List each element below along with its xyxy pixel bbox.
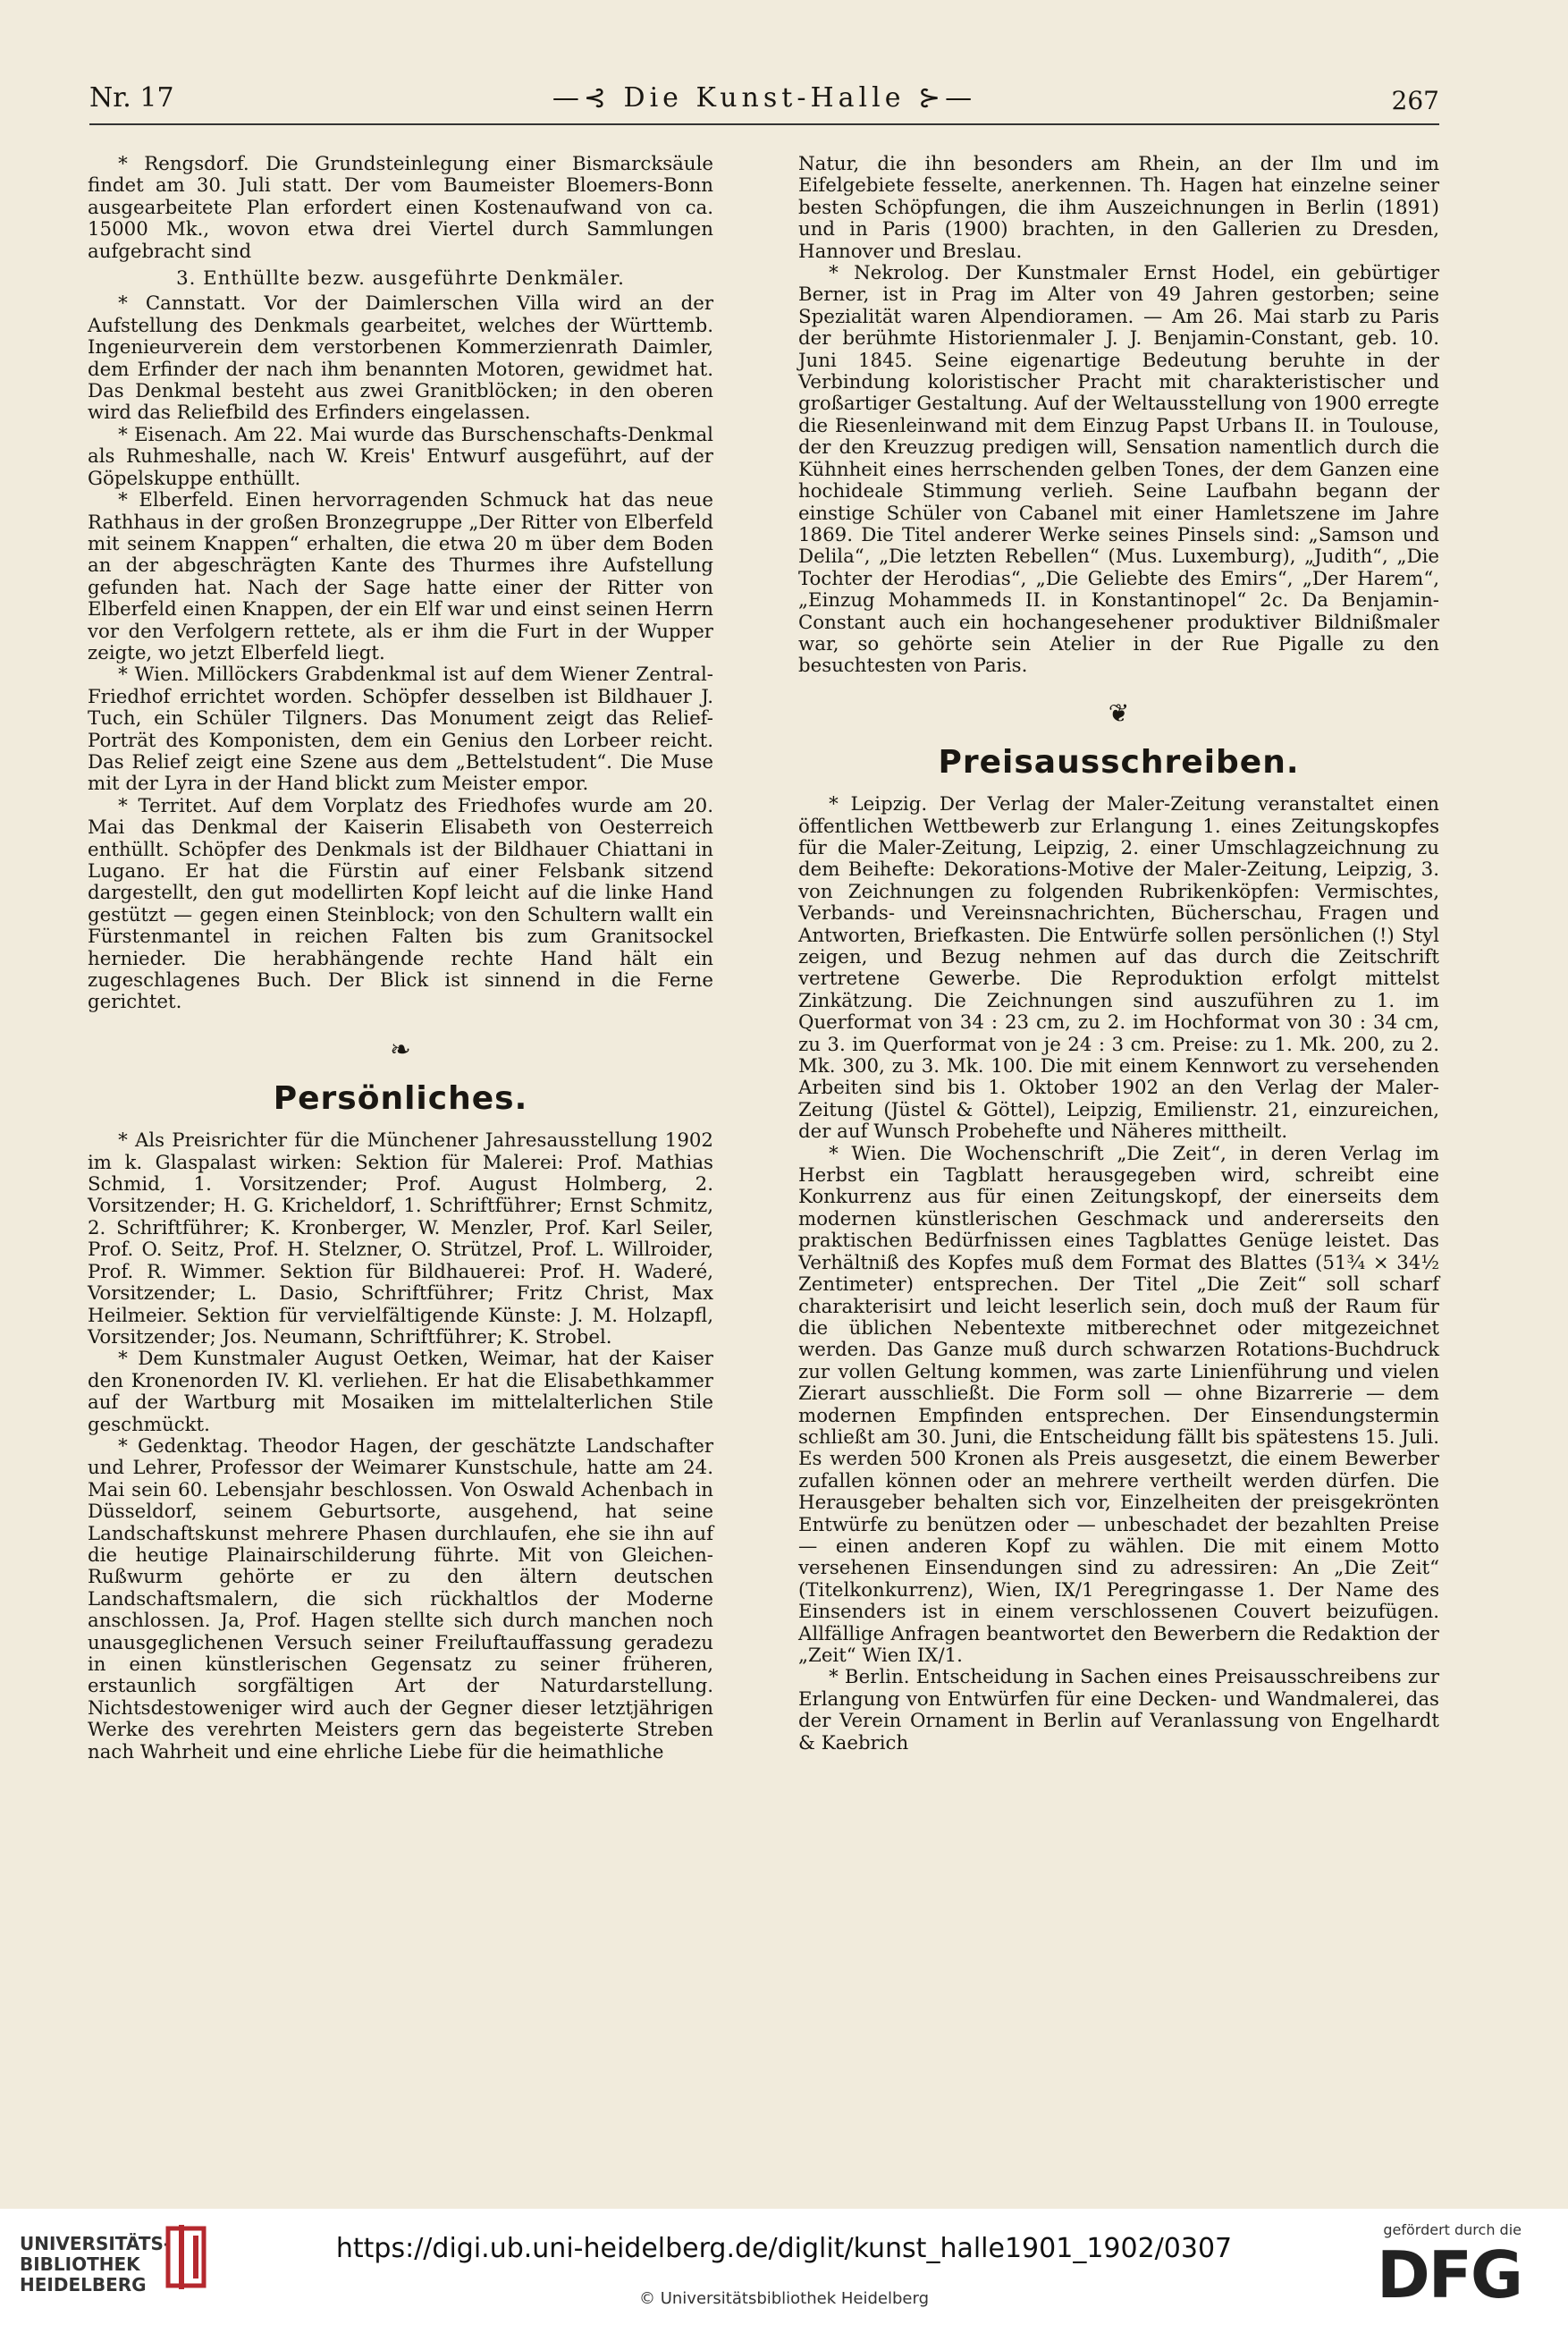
library-logo-text: UNIVERSITÄTS- BIBLIOTHEK HEIDELBERG — [20, 2233, 172, 2295]
paragraph: * Elberfeld. Einen hervorragenden Schmuck hat das neue Rathhaus in der großen Bronzegruppe „Der Ritter von Elberfeld mit seinem Knappen“ erhalten, die etwa 20 m über dem Boden an der abgeschrägten Kante des Thurmes ihre Aufstellung gefunden hat. Nach der Sage hatte einer der Ritter von Elberfeld einen Knappen, der ein Elf war und einst seinen Herrn vor den Verfolgern rettete, als er ihm die Furt in der Wupper zeigte, wo jetzt Elberfeld liegt. — [88, 489, 713, 664]
paragraph: * Wien. Die Wochenschrift „Die Zeit“, in deren Verlag im Herbst ein Tagblatt herausgegeben wird, schreibt eine Konkurrenz aus für einen Zeitungskopf, der einerseits dem modernen künstlerischen Geschmack und andererseits den praktischen Bedürfnissen eines Tagblattes Genüge leistet. Das Verhältniß des Kopfes muß dem Format des Blattes (51¾ × 34½ Zentimeter) entsprechen. Der Titel „Die Zeit“ soll scharf charakterisirt und leicht leserlich sein, doch muß der Raum für die üblichen Nebentexte mitberechnet oder mitgezeichnet werden. Das Ganze muß durch schwarzen Rotations-Buchdruck zur vollen Geltung kommen, was zarte Linienführung und vielen Zierart ausschließt. Die Form soll — ohne Bizarrerie — dem modernen Empfinden entsprechen. Der Einsendungstermin schließt am 30. Juni, die Entscheidung fällt bis spätestens 15. Juli. Es werden 500 Kronen als Preis ausgesetzt, die einem Bewerber zufallen können oder an mehrere vertheilt werden dürfen. Die Herausgeber behalten sich vor, Einzelheiten der preisgekrönten Entwürfe zu benützen oder — unbeschadet der bezahlten Preise — einen anderen Kopf zu wählen. Die mit einem Motto versehenen Einsendungen sind zu adressiren: An „Die Zeit“ (Titelkonkurrenz), Wien, IX/1 Peregringasse 1. Der Name des Einsenders ist in einem verschlossenen Couvert beizufügen. Allfällige Anfragen beantwortet den Bewerbern die Redaktion der „Zeit“ Wien IX/1. — [798, 1142, 1439, 1667]
header-rule — [89, 123, 1439, 125]
ornament-icon: ❧ — [390, 1034, 411, 1064]
paragraph: * Rengsdorf. Die Grundsteinlegung einer Bismarcksäule findet am 30. Juli statt. Der vom Baumeister Bloemers-Bonn ausgearbeitete Plan erfordert einen Kostenaufwand von ca. 15000 Mk., wovon etwa drei Viertel durch Sammlungen aufgebracht sind — [88, 153, 713, 263]
paragraph: * Territet. Auf dem Vorplatz des Friedhofes wurde am 20. Mai das Denkmal der Kaiserin Elisabeth von Oesterreich enthüllt. Schöpfer des Denkmals ist der Bildhauer Chiattani in Lugano. Er hat die Fürstin auf einer Felsbank sitzend dargestellt, den gut modellirten Kopf leicht auf die linke Hand gestützt — gegen einen Steinblock; von den Schultern wallt ein Fürstenmantel in reichen Falten bis zum Granitsockel hernieder. Die herabhängende rechte Hand hält ein zugeschlagenes Buch. Der Blick ist sinnend in die Ferne gerichtet. — [88, 794, 713, 1014]
paragraph: * Berlin. Entscheidung in Sachen eines Preisausschreibens zur Erlangung von Entwürfen für eine Decken- und Wandmalerei, das der Verein Ornament in Berlin auf Veranlassung von Engelhardt & Kaebrich — [798, 1666, 1439, 1754]
paragraph: * Nekrolog. Der Kunstmaler Ernst Hodel, ein gebürtiger Berner, ist in Prag im Alter von 49 Jahren gestorben; seine Spezialität waren Alpendioramen. — Am 26. Mai starb zu Paris der berühmte Historienmaler J. J. Benjamin-Constant, geb. 10. Juni 1845. Seine eigenartige Bedeutung beruhte in der Verbindung koloristischer Pracht mit charakteristischer und großartiger Gestaltung. Auf der Weltausstellung von 1900 erregte die Riesenleinwand mit dem Einzug Papst Urbans II. in Toulouse, der den Kreuzzug predigen will, Sensation namentlich durch die Kühnheit eines herrschenden gelben Tones, der dem Ganzen eine hochideale Stimmung verlieh. Seine Laufbahn begann der einstige Schüler von Cabanel mit einer Hamletszene im Jahre 1869. Die Titel anderer Werke seines Pinsels sind: „Samson und Delila“, „Die letzten Rebellen“ (Mus. Luxemburg), „Judith“, „Die Tochter der Herodias“, „Die Geliebte des Emirs“, „Der Harem“, „Einzug Mohammeds II. in Konstantinopel“ 2c. Da Benjamin-Constant auch ein hochangesehener produktiver Bildnißmaler war, so gehörte sein Atelier in der Rue Pigalle zu den besuchtesten von Paris. — [798, 262, 1439, 678]
copyright-notice: © Universitätsbibliothek Heidelberg — [638, 2289, 929, 2308]
page-header — [89, 82, 1439, 118]
paragraph: * Dem Kunstmaler August Oetken, Weimar, hat der Kaiser den Kronenorden IV. Kl. verliehen. Er hat die Elisabethkammer auf der Wartburg mit Mosaiken im mittelalterlichen Stile geschmückt. — [88, 1348, 713, 1436]
right-column — [798, 154, 1439, 1754]
page-permalink[interactable]: https://digi.ub.uni-heidelberg.de/diglit/kunst_halle1901_1902/0307 — [335, 2233, 1233, 2264]
section-heading: Persönliches. — [273, 1080, 528, 1118]
paragraph: * Als Preisrichter für die Münchener Jahresausstellung 1902 im k. Glaspalast wirken: Sektion für Malerei: Prof. Mathias Schmid, 1. Vorsitzender; Prof. August Holmberg, 2. Vorsitzender; H. G. Kricheldorf, 1. Schriftführer; Ernst Schmitz, 2. Schriftführer; K. Kronberger, W. Menzler, Prof. Karl Seiler, Prof. O. Seitz, Prof. H. Stelzner, O. Strützel, Prof. L. Willroider, Prof. R. Wimmer. Sektion für Bildhauerei: Prof. H. Waderé, Vorsitzender; L. Dasio, Schriftführer; Fritz Christ, Max Heilmeier. Sektion für vervielfältigende Künste: J. M. Holzapfl, Vorsitzender; Jos. Neumann, Schriftführer; K. Strobel. — [88, 1129, 713, 1348]
paragraph: * Cannstatt. Vor der Daimlerschen Villa wird an der Aufstellung des Denkmals gearbeitet, welches der Württemb. Ingenieurverein dem verstorbenen Kommerzienrath Daimler, dem Erfinder der nach ihm benannten Motoren, gewidmet hat. Das Denkmal besteht aus zwei Granitblöcken; in den oberen wird das Reliefbild des Erfinders eingelassen. — [88, 292, 713, 425]
paragraph: * Wien. Millöckers Grabdenkmal ist auf dem Wiener Zentral-Friedhof errichtet worden. Schöpfer desselben ist Bildhauer J. Tuch, ein Schüler Tilgners. Das Monument zeigt das Relief-Porträt des Komponisten, dem ein Genius den Lorbeer reicht. Das Relief zeigt eine Szene aus dem „Bettelstudent“. Die Muse mit der Lyra in der Hand blickt zum Meister empor. — [88, 664, 713, 796]
funding-label: gefördert durch die — [1383, 2221, 1522, 2238]
subheading: 3. Enthüllte bezw. ausgeführte Denkmäler. — [176, 267, 625, 291]
paragraph: * Gedenktag. Theodor Hagen, der geschätzte Landschafter und Lehrer, Professor der Weimarer Kunstschule, hatte am 24. Mai sein 60. Lebensjahr beschlossen. Von Oswald Achenbach in Düsseldorf, seinem Geburtsorte, ausgehend, hat seine Landschaftskunst mehrere Phasen durchlaufen, ehe sie ihn auf die heutige Plainairschilderung führte. Mit von Gleichen-Rußwurm gehörte er zu den ältern deutschen Landschaftsmalern, die sich rückhaltlos der Moderne anschlossen. Ja, Prof. Hagen stellte sich durch manchen noch unausgeglichenen Versuch seiner Freiluftauffassung geradezu in einen künstlerischen Gegensatz zu seiner früheren, erstaunlich sorgfältigen Art der Naturdarstellung. Nichtsdestoweniger wird auch der Gegner dieser letztjährigen Werke des verehrten Meisters gern das begeisterte Streben nach Wahrheit und eine ehrliche Liebe für die heimathliche — [88, 1434, 713, 1763]
paragraph: * Eisenach. Am 22. Mai wurde das Burschenschafts-Denkmal als Ruhmeshalle, nach W. Kreis' Entwurf ausgeführt, auf der Göpelskuppe enthüllt. — [88, 423, 713, 490]
section-heading: Preisausschreiben. — [938, 744, 1300, 782]
dfg-logo: DFG — [1376, 2237, 1522, 2312]
ornament-icon: ❦ — [1108, 698, 1130, 728]
journal-title: —⊰ Die Kunst-Halle ⊱— — [552, 82, 977, 114]
paragraph: Natur, die ihn besonders am Rhein, an der Ilm und im Eifelgebiete fesselte, anerkennen. Th. Hagen hat einzelne seiner besten Schöpfungen, die ihm Auszeichnungen in Berlin (1891) und in Paris (1900) brachten, in den Gallerien zu Dresden, Hannover und Breslau. — [798, 153, 1439, 263]
issue-number: Nr. 17 — [89, 82, 174, 114]
page-number: 267 — [1391, 86, 1439, 115]
paragraph: * Leipzig. Der Verlag der Maler-Zeitung veranstaltet einen öffentlichen Wettbewerb zur Erlangung 1. eines Zeitungskopfes für die Maler-Zeitung, Leipzig, 2. einer Umschlagzeichnung zu dem Beihefte: Dekorations-Motive der Maler-Zeitung, Leipzig, 3. von Zeichnungen zu folgenden Rubrikenköpfen: Vermischtes, Verbands- und Vereinsnachrichten, Bücherschau, Fragen und Antworten, Briefkasten. Die Entwürfe sollen persönlichen (!) Styl zeigen, und Bezug nehmen auf das durch die Zeitschrift vertretene Gewerbe. Die Reproduktion erfolgt mittelst Zinkätzung. Die Zeichnungen sind auszuführen zu 1. im Querformat von 34 : 23 cm, zu 2. im Hochformat von 30 : 34 cm, zu 3. im Querformat von je 24 : 3 cm. Preise: zu 1. Mk. 200, zu 2. Mk. 300, zu 3. Mk. 100. Die mit einem Kennwort zu versehenden Arbeiten sind bis 1. Oktober 1902 an den Verlag der Maler-Zeitung (Jüstel & Göttel), Leipzig, Emilienstr. 21, einzureichen, der auf Wunsch Probehefte und Näheres mittheilt. — [798, 793, 1439, 1144]
left-column — [88, 154, 713, 1763]
